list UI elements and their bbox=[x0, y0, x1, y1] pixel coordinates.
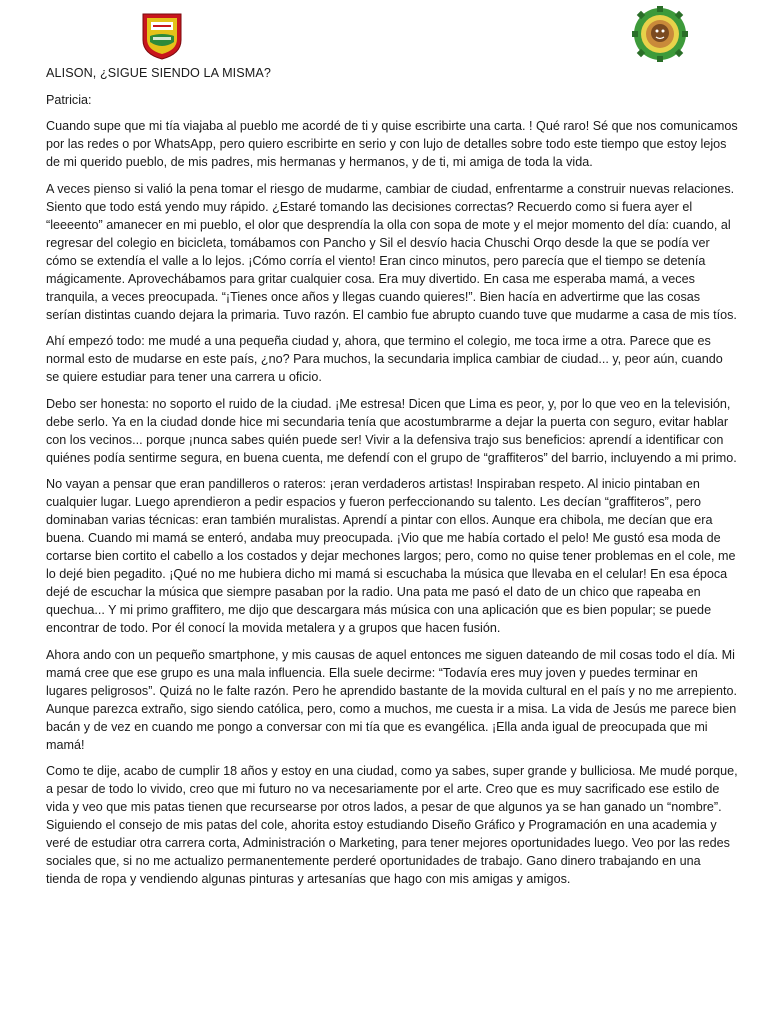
paragraph-3: Ahí empezó todo: me mudé a una pequeña ciudad y, ahora, que termino el colegio, me toca irme a otra. Parece que es normal esto de mudarse en este país, ¿no? Para muchos, la secundaria implica cambiar de ciudad... y, peor aún, cuando se quiere estudiar para tener una carrera u oficio. bbox=[46, 334, 723, 384]
letter-body bbox=[46, 64, 738, 897]
school-crest-shield-icon bbox=[141, 12, 183, 60]
paragraph-1: Cuando supe que mi tía viajaba al pueblo me acordé de ti y quise escribirte una carta. ! Qué raro! Sé que nos comunicamos por las redes o por WhatsApp, pero quiero escribirte en serio y con lujo de detalles sobre todo este tiempo que estoy lejos de mi querido pueblo, de mis padres, mis hermanas y hermanos, y de ti, mi amiga de toda la vida. bbox=[46, 119, 738, 169]
letter-title: ALISON, ¿SIGUE SIENDO LA MISMA? bbox=[46, 66, 271, 80]
paragraph-6: Ahora ando con un pequeño smartphone, y mis causas de aquel entonces me siguen dateando de mil cosas todo el día. Mi mamá cree que ese grupo es una mala influencia. Ella suele decirme: “Todavía eres muy joven y puedes terminar en lugares peligrosos”. Quizá no le falte razón. Pero he aprendido bastante de la movida cultural en el país y no me arrepiento. Aunque parezca extraño, sigo siendo católica, pero, como a muchos, me cuesta ir a misa. La vida de Jesús me parece bien bacán y de vez en cuando me pongo a conversar con mi tía que es evangélica. ¡Ella anda igual de preocupada que mi mamá! bbox=[46, 647, 737, 752]
paragraph-4: Debo ser honesta: no soporto el ruido de la ciudad. ¡Me estresa! Dicen que Lima es peor, y, por lo que veo en la televisión, debe serlo. Ya en la ciudad donde hice mi secundaria tenía que acostumbrarme a dejar la puerta con seguro, evitar hablar con los vecinos... porque ¡nunca sabes quién puede ser! Vivir a la defensiva trajo sus beneficios: aprendí a identificar con quiénes podía sentirme segura, en buena cuenta, me defendí con el grupo de “graffiteros” del barrio, incluyendo a mi primo. bbox=[46, 396, 737, 465]
gear-lion-seal-icon bbox=[632, 6, 688, 62]
paragraph-5: No vayan a pensar que eran pandilleros o rateros: ¡eran verdaderos artistas! Inspiraban respeto. Al inicio pintaban en cualquier lugar. Luego aprendieron a pedir espacios y fueron perfeccionando su talento. Les decían “graffiteros”, pero dominaban varias técnicas: eran también muralistas. Aprendí a pintar con ellos. Aunque era chibola, me decían que era buena. Cuando mi mamá se enteró, andaba muy preocupada. ¡Vio que me había cortado el pelo! Me gustó esa moda de cortarse bien cortito el cabello a los costados y dejar mechones largos; pero, como no quise tener problemas en el cole, me lo dejé bien pegadito. ¡Qué no me hubiera dicho mi mamá si escuchaba la música que llevaba en el celular! En esa época dejé de escuchar la música que siempre pasaban por la radio. Una pata me pasó el dato de un chico que rapeaba en quechua... Y mi primo graffitero, me dijo que descargara más música con una aplicación que es bien popular; se puede encontrar de todo. Por él conocí la movida metalera y a grupos que hacen fusión. bbox=[46, 477, 736, 635]
paragraph-7: Como te dije, acabo de cumplir 18 años y estoy en una ciudad, como ya sabes, super grande y bulliciosa. Me mudé porque, a pesar de todo lo vivido, creo que mi futuro no va necesariamente por el arte. Creo que es muy sacrificado ese estilo de vida y veo que mis patas tienen que recursearse por otros lados, a pesar de que algunos ya se han ganado un “nombre”. Siguiendo el consejo de mis patas del cole, ahorita estoy estudiando Diseño Gráfico y Programación en una academia y veré de estudiar otra carrera corta, Administración o Marketing, para tener mejores oportunidades luego. Veo por las redes sociales que, si no me actualizo permanentemente perderé oportunidades de trabajo. Gano dinero trabajando en una tienda de ropa y vendiendo algunas pinturas y artesanías que hago con mis amigas y amigos. bbox=[46, 764, 738, 886]
paragraph-2: A veces pienso si valió la pena tomar el riesgo de mudarme, cambiar de ciudad, enfrentarme a construir nuevas relaciones. Siento que todo está yendo muy rápido. ¿Estaré tomando las decisiones correctas? Recuerdo como si fuera ayer el “leeeento” amanecer en mi pueblo, el olor que desprendía la olla con sopa de mote y el mejor momento del día: cuando, al regresar del colegio en bicicleta, tomábamos con Pancho y Sil el desvío hacia Chuschi Orqo desde la que se podía ver cómo se extendía el valle a lo lejos. ¡Cómo corría el viento! Eran cinco minutos, pero parecía que el tiempo se detenía mágicamente. Aprovechábamos para gritar cualquier cosa. Era muy divertido. En casa me esperaba mamá, a veces tranquila, a veces preocupada. “¡Tienes once años y llegas cuando quieres!”. Bien hacía en advertirme que las cosas serían distintas cuando dejara la primaria. Tuvo razón. El cambio fue abrupto cuando tuve que mudarme a casa de mis tíos. bbox=[46, 181, 737, 322]
letter-salutation: Patricia: bbox=[46, 92, 92, 107]
